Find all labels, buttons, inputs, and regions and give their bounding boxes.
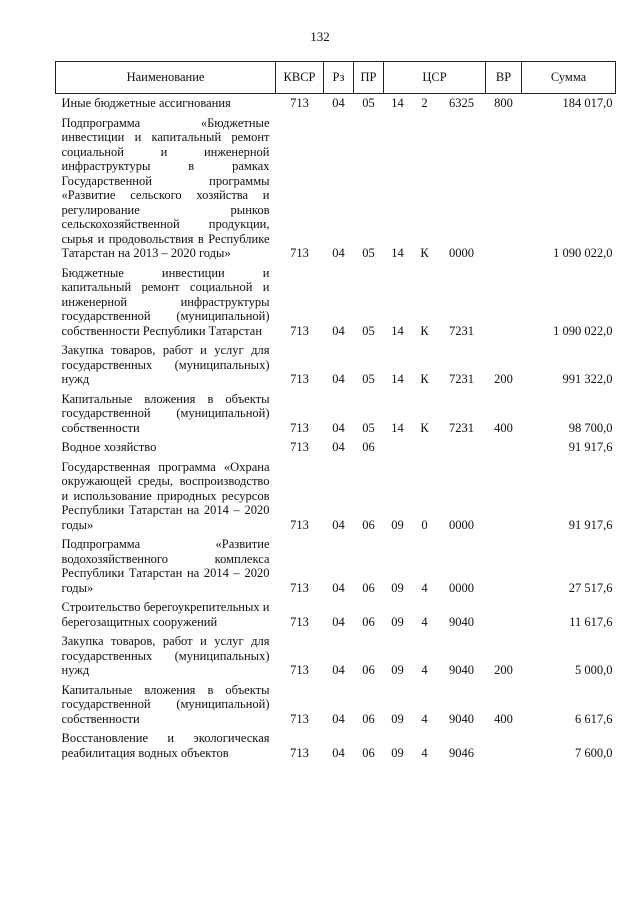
row-vr (486, 440, 522, 460)
row-rz: 04 (332, 580, 345, 595)
row-pr: 05 (362, 96, 375, 110)
row-csr-subprogram: К (420, 323, 429, 338)
row-sum: 91 917,6 (568, 440, 613, 454)
table-row (56, 392, 616, 441)
table-row (56, 634, 616, 683)
row-pr: 06 (362, 711, 375, 726)
row-kvsr: 713 (290, 372, 309, 386)
row-pr: 06 (362, 440, 375, 454)
row-rz: 04 (332, 323, 345, 338)
row-name: Иные бюджетные ассигнования (61, 96, 231, 110)
row-kvsr: 713 (290, 711, 309, 726)
row-csr-direction: 0000 (449, 517, 474, 532)
row-rz: 04 (332, 440, 345, 454)
row-name: Капитальные вложения в объекты государственной (муниципальной) собственности (61, 682, 270, 726)
table-row (56, 683, 616, 732)
row-csr-subprogram: 0 (421, 517, 428, 532)
row-pr: 06 (362, 517, 375, 532)
row-csr-direction: 9040 (449, 614, 474, 629)
row-csr-direction: 7231 (449, 372, 474, 386)
row-csr-direction: 7231 (449, 323, 474, 338)
row-pr: 05 (362, 420, 375, 435)
table-row (56, 343, 616, 392)
row-name: Строительство берегоукрепительных и берегозащитных сооружений (61, 600, 270, 629)
row-csr-program: 14 (391, 372, 404, 386)
row-rz: 04 (332, 745, 345, 760)
row-csr-subprogram: К (420, 246, 429, 260)
row-csr-program: 14 (391, 246, 404, 260)
row-pr: 06 (362, 745, 375, 760)
row-csr-direction: 0000 (449, 246, 474, 260)
table-row (56, 94, 616, 116)
row-name: Закупка товаров, работ и услуг для государственных (муниципальных) нужд (61, 343, 270, 386)
row-pr: 05 (362, 246, 375, 260)
row-name: Государственная программа «Охрана окружающей среды, воспроизводство и использование природных ресурсов Республики Татарстан на 2014 – 2020 годы» (61, 459, 270, 532)
row-csr-subprogram: К (420, 420, 429, 435)
header-name: Наименование (56, 62, 276, 94)
row-pr: 05 (362, 323, 375, 338)
row-csr-subprogram: 2 (421, 96, 428, 110)
row-csr-program: 09 (391, 614, 404, 629)
header-pr: ПР (354, 62, 384, 94)
row-rz: 04 (332, 246, 345, 260)
row-vr (486, 731, 522, 765)
row-pr: 05 (362, 372, 375, 386)
row-kvsr: 713 (290, 96, 309, 110)
row-sum: 184 017,0 (562, 96, 613, 110)
row-rz: 04 (332, 517, 345, 532)
row-sum: 1 090 022,0 (553, 323, 613, 338)
row-rz: 04 (332, 372, 345, 386)
row-sum: 91 917,6 (568, 517, 613, 532)
row-name: Бюджетные инвестиции и капитальный ремонт социальной и инженерной инфраструктуры государственной (муниципальной) собственности Республики Татарстан (61, 265, 270, 338)
row-sum: 7 600,0 (575, 745, 613, 760)
row-csr-subprogram: 4 (421, 614, 428, 629)
budget-table (55, 61, 616, 765)
row-csr-direction: 9040 (449, 711, 474, 726)
row-kvsr: 713 (290, 517, 309, 532)
row-name: Водное хозяйство (61, 440, 157, 454)
row-csr-program: 14 (391, 96, 404, 110)
row-csr-direction: 9046 (449, 745, 474, 760)
row-sum: 991 322,0 (562, 372, 613, 386)
row-sum: 98 700,0 (568, 420, 613, 435)
row-rz: 04 (332, 420, 345, 435)
table-row (56, 116, 616, 266)
row-sum: 1 090 022,0 (553, 246, 613, 260)
row-csr-direction (438, 440, 486, 460)
table-row (56, 266, 616, 344)
row-sum: 6 617,6 (575, 711, 613, 726)
row-csr-program (384, 440, 412, 460)
header-rz: Рз (324, 62, 354, 94)
row-sum: 11 617,6 (569, 614, 613, 629)
row-csr-program: 14 (391, 420, 404, 435)
row-pr: 06 (362, 663, 375, 677)
row-vr: 200 (494, 372, 513, 386)
row-rz: 04 (332, 663, 345, 677)
row-kvsr: 713 (290, 246, 309, 260)
page-number: 132 (310, 29, 330, 44)
row-csr-program: 09 (391, 711, 404, 726)
row-vr (486, 266, 522, 344)
row-pr: 06 (362, 580, 375, 595)
row-csr-direction: 6325 (449, 96, 474, 110)
row-vr: 400 (494, 711, 513, 726)
header-vr: ВР (486, 62, 522, 94)
row-name: Подпрограмма «Развитие водохозяйственного комплекса Республики Татарстан на 2014 – 2020 годы» (61, 537, 270, 595)
row-vr: 800 (494, 96, 513, 110)
row-csr-direction: 0000 (449, 580, 474, 595)
row-vr (486, 600, 522, 634)
row-vr (486, 116, 522, 266)
row-kvsr: 713 (290, 745, 309, 760)
row-csr-subprogram: 4 (421, 580, 428, 595)
row-csr-program: 09 (391, 663, 404, 677)
header-kvsr: КВСР (276, 62, 324, 94)
row-csr-subprogram: 4 (421, 711, 428, 726)
row-csr-program: 09 (391, 580, 404, 595)
table-row (56, 600, 616, 634)
header-sum: Сумма (522, 62, 616, 94)
row-csr-direction: 9040 (449, 663, 474, 677)
row-rz: 04 (332, 96, 345, 110)
row-csr-program: 09 (391, 745, 404, 760)
row-name: Восстановление и экологическая реабилитация водных объектов (61, 731, 270, 760)
row-sum: 5 000,0 (575, 663, 613, 677)
row-vr: 200 (494, 663, 513, 677)
row-csr-direction: 7231 (449, 420, 474, 435)
header-csr: ЦСР (384, 62, 486, 94)
row-csr-subprogram: 4 (421, 745, 428, 760)
row-sum: 27 517,6 (568, 580, 613, 595)
row-csr-subprogram: К (420, 372, 429, 386)
row-vr: 400 (494, 420, 513, 435)
table-row (56, 731, 616, 765)
row-vr (486, 537, 522, 600)
row-kvsr: 713 (290, 440, 309, 454)
row-rz: 04 (332, 711, 345, 726)
table-row (56, 460, 616, 538)
row-vr (486, 460, 522, 538)
row-kvsr: 713 (290, 663, 309, 677)
row-kvsr: 713 (290, 420, 309, 435)
table-header (56, 62, 616, 94)
row-csr-program: 14 (391, 323, 404, 338)
row-name: Капитальные вложения в объекты государственной (муниципальной) собственности (61, 391, 270, 435)
row-pr: 06 (362, 614, 375, 629)
row-csr-subprogram: 4 (421, 663, 428, 677)
row-kvsr: 713 (290, 614, 309, 629)
row-kvsr: 713 (290, 323, 309, 338)
row-kvsr: 713 (290, 580, 309, 595)
row-name: Подпрограмма «Бюджетные инвестиции и капитальный ремонт социальной и инженерной инфраструктуры в рамках Государственной программы «Развитие сельского хозяйства и регулирование рынков сельскохозяйственной продукции, сырья и продовольствия в Республике Татарстан на 2013 – 2020 годы» (61, 115, 270, 260)
row-name: Закупка товаров, работ и услуг для государственных (муниципальных) нужд (61, 634, 270, 677)
table-row (56, 537, 616, 600)
row-csr-program: 09 (391, 517, 404, 532)
table-row (56, 440, 616, 460)
row-rz: 04 (332, 614, 345, 629)
row-csr-subprogram (412, 440, 438, 460)
table-body (56, 94, 616, 766)
